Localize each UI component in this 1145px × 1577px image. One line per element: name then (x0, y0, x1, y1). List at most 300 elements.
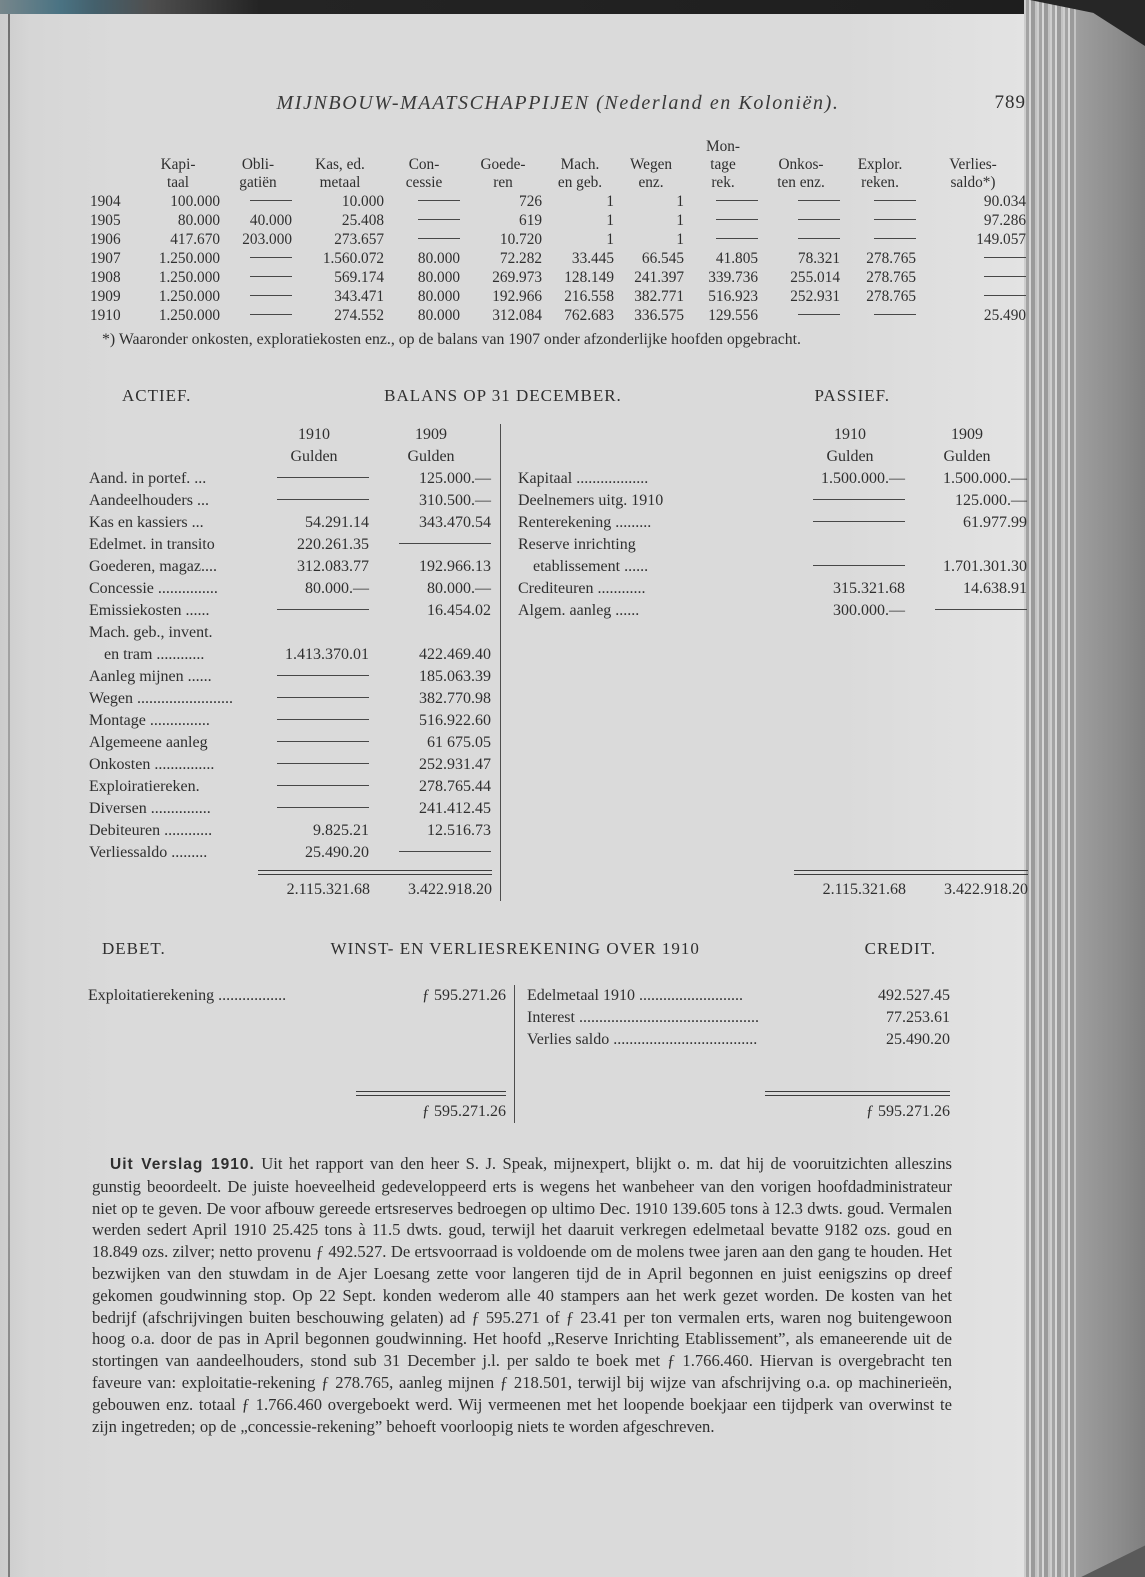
table-footnote: *) Waaronder onkosten, exploratiekosten enz., op de balans van 1907 onder afzonderlijke hoofden opgebracht. (102, 331, 801, 348)
totals-rule (794, 870, 1028, 875)
value-cell (222, 192, 294, 211)
balance-sheet (88, 424, 1028, 901)
value-cell (386, 230, 462, 249)
balance-row (517, 490, 1028, 512)
year-header-row (517, 424, 1028, 446)
amount-1909: 1.701.301.30 (943, 558, 1027, 575)
year-table-row (88, 268, 1028, 287)
unit-header-row (517, 446, 1028, 468)
year-header-row (88, 424, 492, 446)
account-label: Goederen, magaz.... (89, 558, 217, 575)
amount-1909: 310.500.— (419, 492, 491, 509)
value-cell: 90.034 (983, 193, 1026, 210)
balance-row (88, 798, 492, 820)
blank-entry-dash (250, 257, 292, 258)
amount-1910 (258, 798, 370, 820)
balance-divider-rule (500, 424, 501, 901)
amount-1909: 185.063.39 (419, 668, 491, 685)
value-cell: 516.923 (708, 288, 758, 305)
balans-heading: BALANS OP 31 DECEMBER. (384, 386, 622, 405)
account-label: Edelmet. in transito (89, 536, 215, 553)
amount-1909: 12.516.73 (427, 822, 491, 839)
unit-label: Gulden (826, 448, 874, 465)
account-label: Algem. aanleg ...... (518, 602, 640, 619)
debet-row-label: Exploitatierekening ................. (88, 987, 287, 1004)
blank-entry-dash (277, 719, 369, 720)
value-cell: 40.000 (249, 212, 292, 229)
column-header-goederen: Goede- ren (480, 156, 526, 191)
balance-row (517, 556, 1028, 578)
value-cell: 25.408 (341, 212, 384, 229)
value-cell: 1 (606, 193, 614, 210)
credit-heading: CREDIT. (864, 939, 936, 958)
blank-entry-dash (874, 238, 916, 239)
blank-entry-dash (813, 521, 905, 522)
credit-column (527, 985, 1028, 1123)
value-cell: 417.670 (170, 231, 220, 248)
blank-entry-dash (399, 543, 491, 544)
balance-row (88, 754, 492, 776)
value-cell: 80.000 (417, 288, 460, 305)
value-cell (842, 306, 918, 325)
value-cell: 339.736 (708, 269, 758, 286)
year-cell: 1909 (90, 288, 121, 305)
actief-total-1909: 3.422.918.20 (408, 881, 492, 898)
balance-row (517, 600, 1028, 622)
totals-rule (258, 870, 492, 875)
account-label: Emissiekosten ...... (89, 602, 210, 619)
credit-totals (527, 1091, 950, 1123)
blank-entry-dash (874, 314, 916, 315)
column-header-kapitaal: Kapi- taal (160, 156, 196, 191)
blank-entry-dash (984, 295, 1026, 296)
amount-1909 (906, 600, 1028, 622)
value-cell: 100.000 (170, 193, 220, 210)
blank-entry-dash (250, 314, 292, 315)
value-cell (686, 192, 760, 211)
blank-entry-dash (277, 477, 369, 478)
year-table-row (88, 230, 1028, 249)
value-cell: 1.250.000 (158, 269, 220, 286)
account-label: Aandeelhouders ... (89, 492, 209, 509)
balance-row (88, 842, 492, 864)
column-header-explor-reken: Explor. reken. (857, 156, 903, 191)
account-label: Exploiratiereken. (89, 778, 200, 795)
amount-1909: 61.977.99 (963, 514, 1027, 531)
value-cell: 1 (676, 212, 684, 229)
credit-row (527, 1007, 950, 1029)
value-cell (760, 306, 842, 325)
credit-total: ƒ 595.271.26 (866, 1103, 950, 1120)
profit-loss-heading (88, 939, 1028, 959)
value-cell (386, 211, 462, 230)
column-header-onkosten-enz: Onkos- ten enz. (777, 156, 825, 191)
value-cell: 1 (676, 231, 684, 248)
blank-entry-dash (716, 200, 758, 201)
blank-entry-dash (874, 200, 916, 201)
credit-row (527, 985, 950, 1007)
account-label: Crediteuren ............ (518, 580, 646, 597)
passief-table (517, 424, 1028, 622)
amount-1910: 1.500.000.— (821, 470, 905, 487)
value-cell: 41.805 (715, 250, 758, 267)
blank-entry-dash (277, 807, 369, 808)
page-number: 789 (994, 92, 1026, 113)
account-label: Deelnemers uitg. 1910 (518, 492, 664, 509)
blank-entry-dash (277, 697, 369, 698)
credit-row-value: 25.490.20 (886, 1031, 950, 1048)
amount-1909: 278.765.44 (419, 778, 491, 795)
value-cell: 252.931 (790, 288, 840, 305)
debet-total: ƒ 595.271.26 (422, 1103, 506, 1120)
amount-1910 (258, 710, 370, 732)
blank-entry-dash (277, 499, 369, 500)
column-header-verlies-saldo: Verlies- saldo*) (949, 156, 997, 191)
blank-entry-dash (984, 276, 1026, 277)
value-cell (918, 287, 1028, 306)
amount-1909: 80.000.— (427, 580, 491, 597)
amount-1909: 14.638.91 (963, 580, 1027, 597)
value-cell (842, 230, 918, 249)
amount-1910 (258, 666, 370, 688)
blank-entry-dash (813, 499, 905, 500)
blank-entry-dash (798, 238, 840, 239)
balance-row (88, 820, 492, 842)
page-content (88, 14, 1028, 1437)
amount-1910: 25.490.20 (305, 844, 369, 861)
report-body: Uit het rapport van den heer S. J. Speak, mijnexpert, blijkt o. m. dat hij de vooruitzichten alleszins gunstig beoordeelt. De juiste hoeveelheid gedeveloppeerd erts is wegens het wanbeheer van den vorigen hoofdadministrateur niet op te geven. De voor afbouw gereede ertsreserves bedroegen op ultimo Dec. 1910 139.605 tons à 12.3 dwts. goud. Vermalen werden sedert April 1910 25.425 tons à 11.5 dwts. goud, terwijl het daaruit verkregen edelmetaal bevatte 9182 ozs. goud en 18.849 ozs. zilver; netto provenu ƒ 492.527. De ertsvoorraad is voldoende om de molens twee jaren aan den gang te houden. Het bezwijken van den stuwdam in de Ajer Loesang zette voor langeren tijd de in April begonnen en juist eenigszins op dreef gekomen goudwinning stop. Op 22 Sept. konden wederom alle 40 stampers aan het werk gezet worden. De kosten van het bedrijf (afschrijvingen buiten beschouwing gelaten) ad ƒ 595.271 of ƒ 23.41 per ton vermalen erts, waren nog buitengewoon hoog o.a. door de pas in April begonnen goudwinning. Het hoofd „Reserve Inrichting Etablissement”, als emaneerende uit de stortingen van aandeelhouders, stond sub 31 December j.l. per saldo te boek met ƒ 1.766.460. Hiervan is overgebracht ten faveure van: exploitatie-rekening ƒ 278.765, aanleg mijnen ƒ 218.501, terwijl bij wijze van afschrijving o.a. op machinerieën, gebouwen enz. totaal ƒ 1.766.460 overgeboekt werd. Wij vermeenen met het loopende boekjaar een tijdperk van overwinst te zijn ingetreden; op de „concessie-rekening” behoeft voorloopig niets te worden afgeschreven. (92, 1154, 953, 1436)
column-header-mach-en-geb: Mach. en geb. (557, 156, 603, 191)
value-cell: 72.282 (499, 250, 542, 267)
amount-1909 (370, 842, 492, 864)
balance-row (88, 710, 492, 732)
blank-entry-dash (277, 741, 369, 742)
value-cell: 128.149 (564, 269, 614, 286)
credit-row-value: 492.527.45 (878, 987, 950, 1004)
value-cell (760, 211, 842, 230)
value-cell: 80.000 (417, 250, 460, 267)
year-table-row (88, 192, 1028, 211)
balance-row (88, 468, 492, 490)
year-table-header-row (88, 138, 1028, 192)
value-cell: 10.000 (341, 193, 384, 210)
blank-entry-dash (418, 219, 460, 220)
year-cell: 1906 (90, 231, 121, 248)
actief-totals (88, 864, 492, 901)
balance-row (88, 534, 492, 556)
value-cell (918, 249, 1028, 268)
col-year-1910: 1910 (834, 426, 866, 443)
totals-rule (765, 1091, 950, 1096)
value-cell: 66.545 (641, 250, 684, 267)
value-cell: 312.084 (492, 307, 542, 324)
amount-1909: 16.454.02 (427, 602, 491, 619)
value-cell: 80.000 (177, 212, 220, 229)
value-cell (686, 211, 760, 230)
value-cell: 336.575 (634, 307, 684, 324)
amount-1909: 125.000.— (419, 470, 491, 487)
value-cell: 278.765 (866, 288, 916, 305)
year-cell: 1904 (90, 193, 121, 210)
column-header-wegen-enz: Wegen enz. (629, 156, 673, 191)
amount-1910 (258, 468, 370, 490)
debet-totals (88, 1091, 506, 1123)
balance-row (517, 512, 1028, 534)
account-label: Mach. geb., invent. (89, 624, 213, 641)
balance-row (517, 578, 1028, 600)
value-cell: 1.250.000 (158, 250, 220, 267)
amount-1910: 1.413.370.01 (285, 646, 369, 663)
value-cell: 80.000 (417, 307, 460, 324)
value-cell (222, 268, 294, 287)
value-cell (842, 211, 918, 230)
account-label: Onkosten ............... (89, 756, 215, 773)
debet-row-value: ƒ 595.271.26 (422, 987, 506, 1004)
value-cell (222, 287, 294, 306)
balance-row (88, 644, 492, 666)
year-cell: 1910 (90, 307, 121, 324)
column-header-year (88, 138, 134, 192)
balance-row (88, 600, 492, 622)
value-cell: 129.556 (708, 307, 758, 324)
page-title: MIJNBOUW-MAATSCHAPPIJEN (Nederland en Koloniën). (276, 92, 840, 114)
account-label: Montage ............... (89, 712, 210, 729)
blank-entry-dash (277, 763, 369, 764)
column-header-concessie: Con- cessie (405, 156, 443, 191)
balance-row (517, 534, 1028, 556)
value-cell: 97.286 (983, 212, 1026, 229)
actief-heading: ACTIEF. (122, 386, 192, 405)
year-table-row (88, 306, 1028, 325)
blank-entry-dash (935, 609, 1027, 610)
amount-1909: 125.000.— (955, 492, 1027, 509)
balance-row (88, 732, 492, 754)
value-cell: 278.765 (866, 269, 916, 286)
amount-1909: 422.469.40 (419, 646, 491, 663)
debet-column (88, 985, 506, 1123)
amount-1910: 315.321.68 (833, 580, 905, 597)
amount-1910 (258, 776, 370, 798)
actief-column (88, 424, 492, 901)
winst-verlies-heading: WINST- EN VERLIESREKENING OVER 1910 (330, 939, 700, 958)
value-cell: 382.771 (634, 288, 684, 305)
blank-entry-dash (716, 219, 758, 220)
value-cell: 25.490 (983, 307, 1026, 324)
value-cell (760, 192, 842, 211)
col-year-1909: 1909 (415, 426, 447, 443)
blank-entry-dash (874, 219, 916, 220)
passief-heading: PASSIEF. (814, 386, 890, 405)
value-cell (222, 306, 294, 325)
profit-loss-statement (88, 985, 1028, 1123)
year-table-row (88, 287, 1028, 306)
balance-row (88, 688, 492, 710)
blank-entry-dash (277, 609, 369, 610)
value-cell: 216.558 (564, 288, 614, 305)
debet-heading: DEBET. (102, 939, 166, 958)
blank-entry-dash (418, 200, 460, 201)
blank-entry-dash (277, 675, 369, 676)
report-lead: Uit Verslag 1910. (110, 1156, 255, 1173)
passief-totals (517, 864, 1028, 901)
value-cell: 1.250.000 (158, 307, 220, 324)
value-cell: 255.014 (790, 269, 840, 286)
value-cell: 78.321 (797, 250, 840, 267)
book-cover-edge (1076, 0, 1145, 1577)
account-label: Debiteuren ............ (89, 822, 213, 839)
unit-label: Gulden (290, 448, 338, 465)
value-cell: 278.765 (866, 250, 916, 267)
value-cell: 619 (519, 212, 542, 229)
amount-1909: 1.500.000.— (943, 470, 1027, 487)
amount-1910 (794, 490, 906, 512)
amount-1910: 300.000.— (833, 602, 905, 619)
year-cell: 1905 (90, 212, 121, 229)
credit-row-value: 77.253.61 (886, 1009, 950, 1026)
value-cell (842, 192, 918, 211)
unit-header-row (88, 446, 492, 468)
blank-entry-dash (813, 565, 905, 566)
blank-entry-dash (399, 851, 491, 852)
blank-entry-dash (250, 200, 292, 201)
amount-1910 (794, 512, 906, 534)
col-year-1910: 1910 (298, 426, 330, 443)
value-cell: 203.000 (242, 231, 292, 248)
account-label: en tram ............ (104, 646, 205, 663)
amount-1910 (258, 490, 370, 512)
book-fore-edge-pages (1024, 0, 1076, 1577)
column-header-kas-ed-metaal: Kas, ed. metaal (315, 156, 365, 191)
actief-table (88, 424, 492, 864)
value-cell: 343.471 (334, 288, 384, 305)
amount-1910: 220.261.35 (297, 536, 369, 553)
blank-entry-dash (250, 276, 292, 277)
year-cell: 1908 (90, 269, 121, 286)
value-cell (386, 192, 462, 211)
balance-row (88, 556, 492, 578)
account-label: Aand. in portef. ... (89, 470, 207, 487)
blank-entry-dash (277, 785, 369, 786)
amount-1910 (258, 754, 370, 776)
amount-1909: 61 675.05 (427, 734, 491, 751)
amount-1910 (258, 688, 370, 710)
account-label: Aanleg mijnen ...... (89, 668, 212, 685)
column-header-montage-rek: Mon- tage rek. (706, 138, 740, 191)
credit-row-label: Interest ............................................. (527, 1009, 759, 1026)
value-cell (222, 249, 294, 268)
balance-row (88, 512, 492, 534)
blank-entry-dash (798, 314, 840, 315)
account-label: Algemeene aanleg (89, 734, 208, 751)
account-label: Kapitaal .................. (518, 470, 649, 487)
balance-row (88, 578, 492, 600)
account-label: Reserve inrichting (518, 536, 636, 553)
value-cell: 241.397 (634, 269, 684, 286)
value-cell: 762.683 (564, 307, 614, 324)
value-cell: 1.560.072 (322, 250, 384, 267)
value-cell: 149.057 (976, 231, 1026, 248)
balance-row (88, 622, 492, 644)
value-cell (686, 230, 760, 249)
blank-entry-dash (418, 238, 460, 239)
passief-column (511, 424, 1028, 901)
credit-row (527, 1029, 950, 1051)
scan-top-edge (0, 0, 1145, 14)
value-cell: 726 (519, 193, 542, 210)
value-cell: 273.657 (334, 231, 384, 248)
value-cell: 192.966 (492, 288, 542, 305)
value-cell: 33.445 (571, 250, 614, 267)
amount-1910 (258, 600, 370, 622)
balance-sheet-heading (88, 386, 1028, 406)
account-label: Verliessaldo ......... (89, 844, 208, 861)
value-cell: 1 (606, 212, 614, 229)
unit-label: Gulden (407, 448, 455, 465)
passief-total-1909: 3.422.918.20 (944, 881, 1028, 898)
value-cell (918, 268, 1028, 287)
credit-row-label: Verlies saldo .................................... (527, 1031, 758, 1048)
account-label: Diversen ............... (89, 800, 211, 817)
blank-entry-dash (250, 295, 292, 296)
value-cell: 1 (676, 193, 684, 210)
year-financial-table (88, 138, 1028, 325)
amount-1910: 9.825.21 (313, 822, 369, 839)
amount-1910: 80.000.— (305, 580, 369, 597)
col-year-1909: 1909 (951, 426, 983, 443)
amount-1909: 516.922.60 (419, 712, 491, 729)
amount-1909: 382.770.98 (419, 690, 491, 707)
amount-1910: 312.083.77 (297, 558, 369, 575)
blank-entry-dash (716, 238, 758, 239)
balance-row (517, 468, 1028, 490)
balance-row (88, 490, 492, 512)
amount-1909: 252.931.47 (419, 756, 491, 773)
account-label: Concessie ............... (89, 580, 218, 597)
running-head (88, 92, 1028, 118)
passief-total-1910: 2.115.321.68 (822, 881, 906, 898)
value-cell: 274.552 (334, 307, 384, 324)
year-table-row (88, 249, 1028, 268)
amount-1910 (794, 556, 906, 578)
totals-rule (356, 1091, 506, 1096)
column-header-obligatien: Obli- gatiën (239, 156, 277, 191)
profit-loss-divider-rule (514, 985, 515, 1123)
balance-row (88, 666, 492, 688)
value-cell: 569.174 (334, 269, 384, 286)
account-label: Kas en kassiers ... (89, 514, 204, 531)
value-cell: 1.250.000 (158, 288, 220, 305)
unit-label: Gulden (943, 448, 991, 465)
value-cell: 80.000 (417, 269, 460, 286)
blank-entry-dash (984, 257, 1026, 258)
value-cell (760, 230, 842, 249)
amount-1909: 192.966.13 (419, 558, 491, 575)
value-cell: 269.973 (492, 269, 542, 286)
report-paragraph (92, 1153, 952, 1437)
amount-1909: 241.412.45 (419, 800, 491, 817)
value-cell: 10.720 (499, 231, 542, 248)
amount-1909: 343.470.54 (419, 514, 491, 531)
debet-row (88, 985, 506, 1007)
amount-1910 (258, 732, 370, 754)
amount-1909 (370, 534, 492, 556)
balance-row (88, 776, 492, 798)
blank-entry-dash (798, 200, 840, 201)
account-label: Renterekening ......... (518, 514, 652, 531)
account-label: Wegen ........................ (89, 690, 234, 707)
account-label: etablissement ...... (533, 558, 649, 575)
actief-total-1910: 2.115.321.68 (286, 881, 370, 898)
